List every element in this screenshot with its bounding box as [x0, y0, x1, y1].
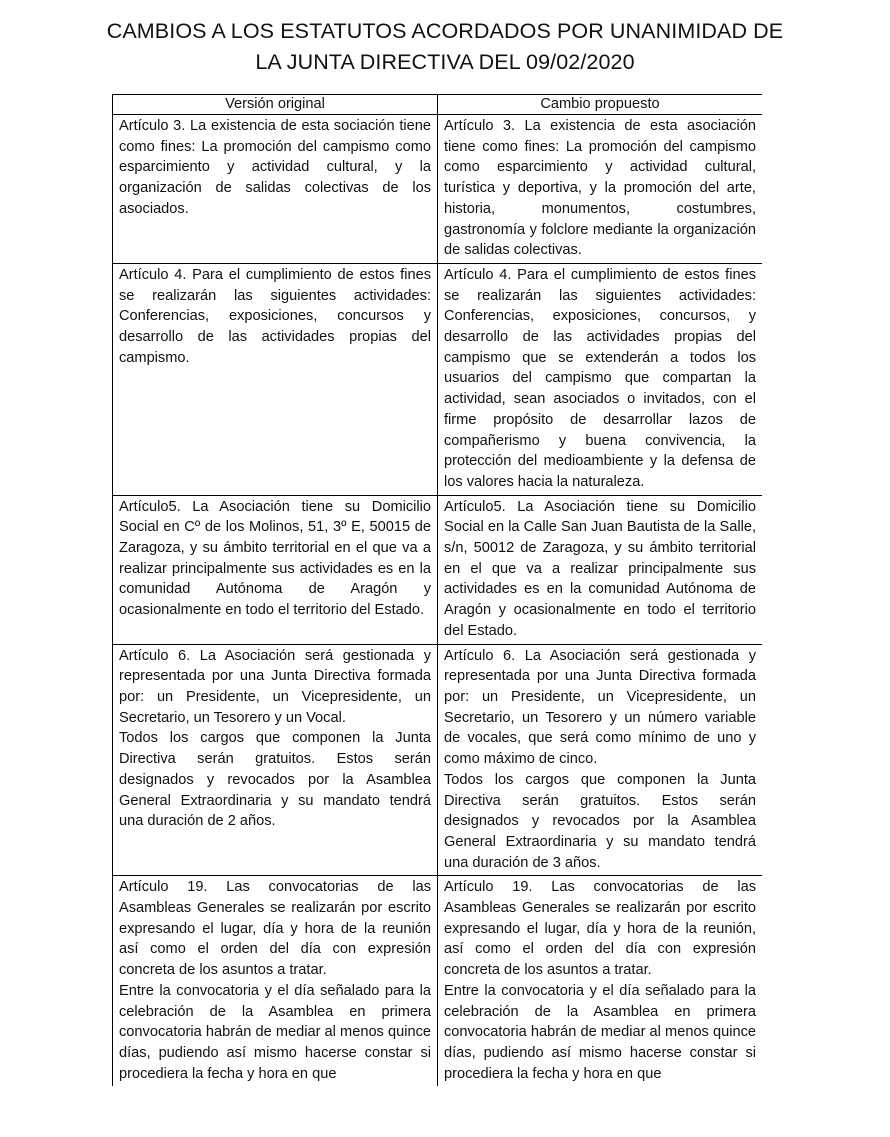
- table-row: [113, 495, 763, 644]
- document-title: [60, 16, 830, 78]
- paragraph: Artículo5. La Asociación tiene su Domicilio Social en la Calle San Juan Bautista de la Salle, s/n, 50012 de Zaragoza, y su ámbito territorial en el que va a realizar principalmente sus actividades es en la comunidad Autónoma de Aragón y ocasionalmente en todo el territorio del Estado.: [444, 498, 756, 639]
- table-header-row: [113, 95, 763, 115]
- paragraph: Artículo 4. Para el cumplimiento de estos fines se realizarán las siguientes actividades: Conferencias, exposiciones, concursos y desarrollo de las actividades propias del campismo.: [119, 266, 431, 366]
- header-original-version: Versión original: [113, 95, 438, 115]
- table-row: [113, 644, 763, 876]
- statutes-comparison-table-wrapper: [112, 94, 762, 1137]
- cell-original: [113, 495, 438, 644]
- cell-original: [113, 115, 438, 264]
- cell-original: [113, 876, 438, 1087]
- cell-proposed: [438, 115, 763, 264]
- paragraph: Todos los cargos que componen la Junta Directiva serán gratuitos. Estos serán designados y revocados por la Asamblea General Extraordinaria y su mandato tendrá una duración de 2 años.: [119, 730, 431, 830]
- cell-proposed: [438, 876, 763, 1087]
- paragraph: Artículo 3. La existencia de esta asociación tiene como fines: La promoción del campismo como esparcimiento y actividad cultural, turística y deportiva, y la promoción del arte, historia, monumentos, costumbres, gastronomía y folclore mediante la organización de salidas colectivas.: [444, 118, 756, 259]
- cell-proposed: [438, 495, 763, 644]
- table-row: [113, 115, 763, 264]
- cell-original: [113, 263, 438, 495]
- cell-original: [113, 644, 438, 876]
- paragraph: Artículo5. La Asociación tiene su Domicilio Social en Cº de los Molinos, 51, 3º E, 50015 de Zaragoza, y su ámbito territorial en el que va a realizar principalmente sus actividades es en la comunidad Autónoma de Aragón y ocasionalmente en todo el territorio del Estado.: [119, 498, 431, 619]
- title-line-2: LA JUNTA DIRECTIVA DEL 09/02/2020: [255, 50, 635, 74]
- paragraph: Artículo 6. La Asociación será gestionada y representada por una Junta Directiva formada por: un Presidente, un Vicepresidente, un Secretario, un Tesorero y un número variable de vocales, que será como mínimo de uno y como máximo de cinco.: [444, 647, 756, 768]
- cell-proposed: [438, 263, 763, 495]
- header-proposed-change: Cambio propuesto: [438, 95, 763, 115]
- paragraph: Artículo 6. La Asociación será gestionada y representada por una Junta Directiva formada por: un Presidente, un Vicepresidente, un Secretario, un Tesorero y un Vocal.: [119, 647, 431, 726]
- paragraph: Todos los cargos que componen la Junta Directiva serán gratuitos. Estos serán designados y revocados por la Asamblea General Extraordinaria y su mandato tendrá una duración de 3 años.: [444, 771, 756, 871]
- statutes-comparison-table: [112, 94, 762, 1086]
- cell-proposed: [438, 644, 763, 876]
- title-line-1: CAMBIOS A LOS ESTATUTOS ACORDADOS POR UNANIMIDAD DE: [106, 19, 784, 43]
- paragraph: Artículo 3. La existencia de esta sociación tiene como fines: La promoción del campismo como esparcimiento y actividad cultural, y la organización de salidas colectivas de los asociados.: [119, 118, 431, 217]
- paragraph: Artículo 19. Las convocatorias de las Asambleas Generales se realizarán por escrito expresando el lugar, día y hora de la reunión así como el orden del día con expresión concreta de los asuntos a tratar.: [119, 879, 431, 979]
- paragraph: Artículo 4. Para el cumplimiento de estos fines se realizarán las siguientes actividades: Conferencias, exposiciones, concursos, y desarrollo de las actividades propias del campismo que se extenderán a todos los usuarios del campismo que compartan la actividad, sean asociados o invitados, con el firme propósito de desarrollar lazos de compañerismo y buena convivencia, la protección del medioambiente y la defensa de los valores hacia la naturaleza.: [444, 266, 756, 490]
- table-row: [113, 263, 763, 495]
- paragraph: Entre la convocatoria y el día señalado para la celebración de la Asamblea en primera convocatoria habrán de mediar al menos quince días, pudiendo así mismo hacerse constar si procediera la fecha y hora en que: [119, 982, 431, 1082]
- paragraph: Entre la convocatoria y el día señalado para la celebración de la Asamblea en primera convocatoria habrán de mediar al menos quince días, pudiendo así mismo hacerse constar si procediera la fecha y hora en que: [444, 982, 756, 1082]
- paragraph: Artículo 19. Las convocatorias de las Asambleas Generales se realizarán por escrito expresando el lugar, día y hora de la reunión, así como el orden del día con expresión concreta de los asuntos a tratar.: [444, 879, 756, 979]
- table-row: [113, 876, 763, 1087]
